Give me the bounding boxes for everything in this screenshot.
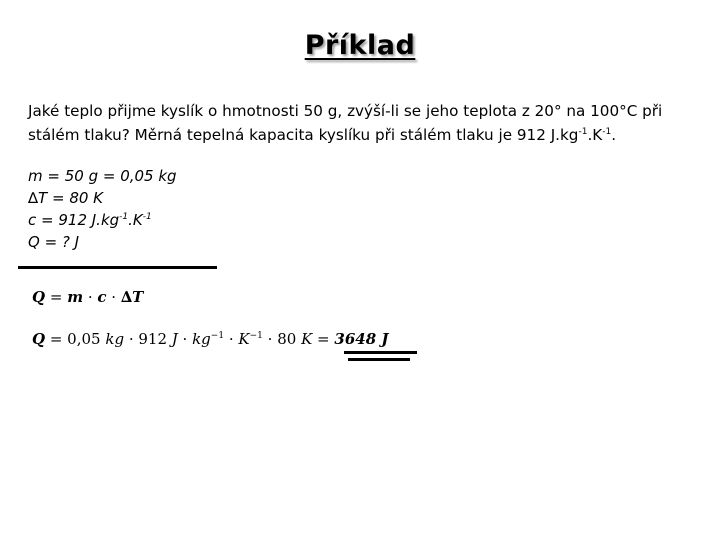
unit: K: [238, 330, 250, 348]
exponent: -1: [142, 212, 152, 222]
delta-symbol: ∆: [28, 189, 39, 207]
symbol-q: Q: [32, 330, 46, 348]
period: .: [611, 126, 617, 144]
unit-k: .K: [587, 126, 603, 144]
exponent: −1: [210, 331, 225, 341]
result-underline: [344, 351, 417, 354]
operator: ·: [224, 330, 239, 348]
result-value: 3648 J: [334, 330, 389, 348]
unit: J: [171, 330, 178, 348]
exponent: -1: [119, 212, 129, 222]
operator: ·: [106, 288, 121, 306]
exponent: -1: [602, 127, 612, 137]
given-values: [28, 165, 177, 253]
operator: ·: [177, 330, 193, 348]
exponent: -1: [578, 127, 588, 137]
unit: kg: [192, 330, 211, 348]
unit-k: .K: [128, 211, 143, 229]
operator: =: [312, 330, 335, 348]
operator: · 912: [124, 330, 172, 348]
formula-substituted: [32, 330, 388, 348]
symbol-m: m: [67, 288, 84, 306]
formula-general: [32, 288, 143, 306]
specific-heat-value: c = 912 J.kg: [28, 211, 120, 229]
page-title: Příklad: [304, 30, 416, 61]
operator: = 0,05: [45, 330, 106, 348]
symbol-c: c: [97, 288, 107, 306]
operator: =: [45, 288, 68, 306]
delta-t-value: T = 80 K: [38, 189, 104, 207]
symbol-q: Q: [32, 288, 46, 306]
unit: kg: [105, 330, 125, 348]
problem-line-1: Jaké teplo přijme kyslík o hmotnosti 50 g, zvýší-li se jeho teplota z 20° na 100°C při: [28, 102, 663, 120]
separator-line: [18, 266, 217, 269]
given-delta-t: [28, 187, 177, 209]
unit: K: [301, 330, 313, 348]
result-underline: [348, 358, 410, 361]
given-specific-heat: [28, 209, 177, 231]
problem-line-2: stálém tlaku? Měrná tepelná kapacita kyslíku při stálém tlaku je 912 J.kg: [28, 126, 579, 144]
given-unknown: Q = ? J: [28, 233, 80, 251]
symbol-delta-t: ∆T: [120, 288, 144, 306]
given-mass: m = 50 g = 0,05 kg: [28, 167, 177, 185]
exponent: −1: [249, 331, 263, 341]
operator: · 80: [262, 330, 302, 348]
problem-statement: [28, 99, 713, 147]
operator: ·: [83, 288, 98, 306]
